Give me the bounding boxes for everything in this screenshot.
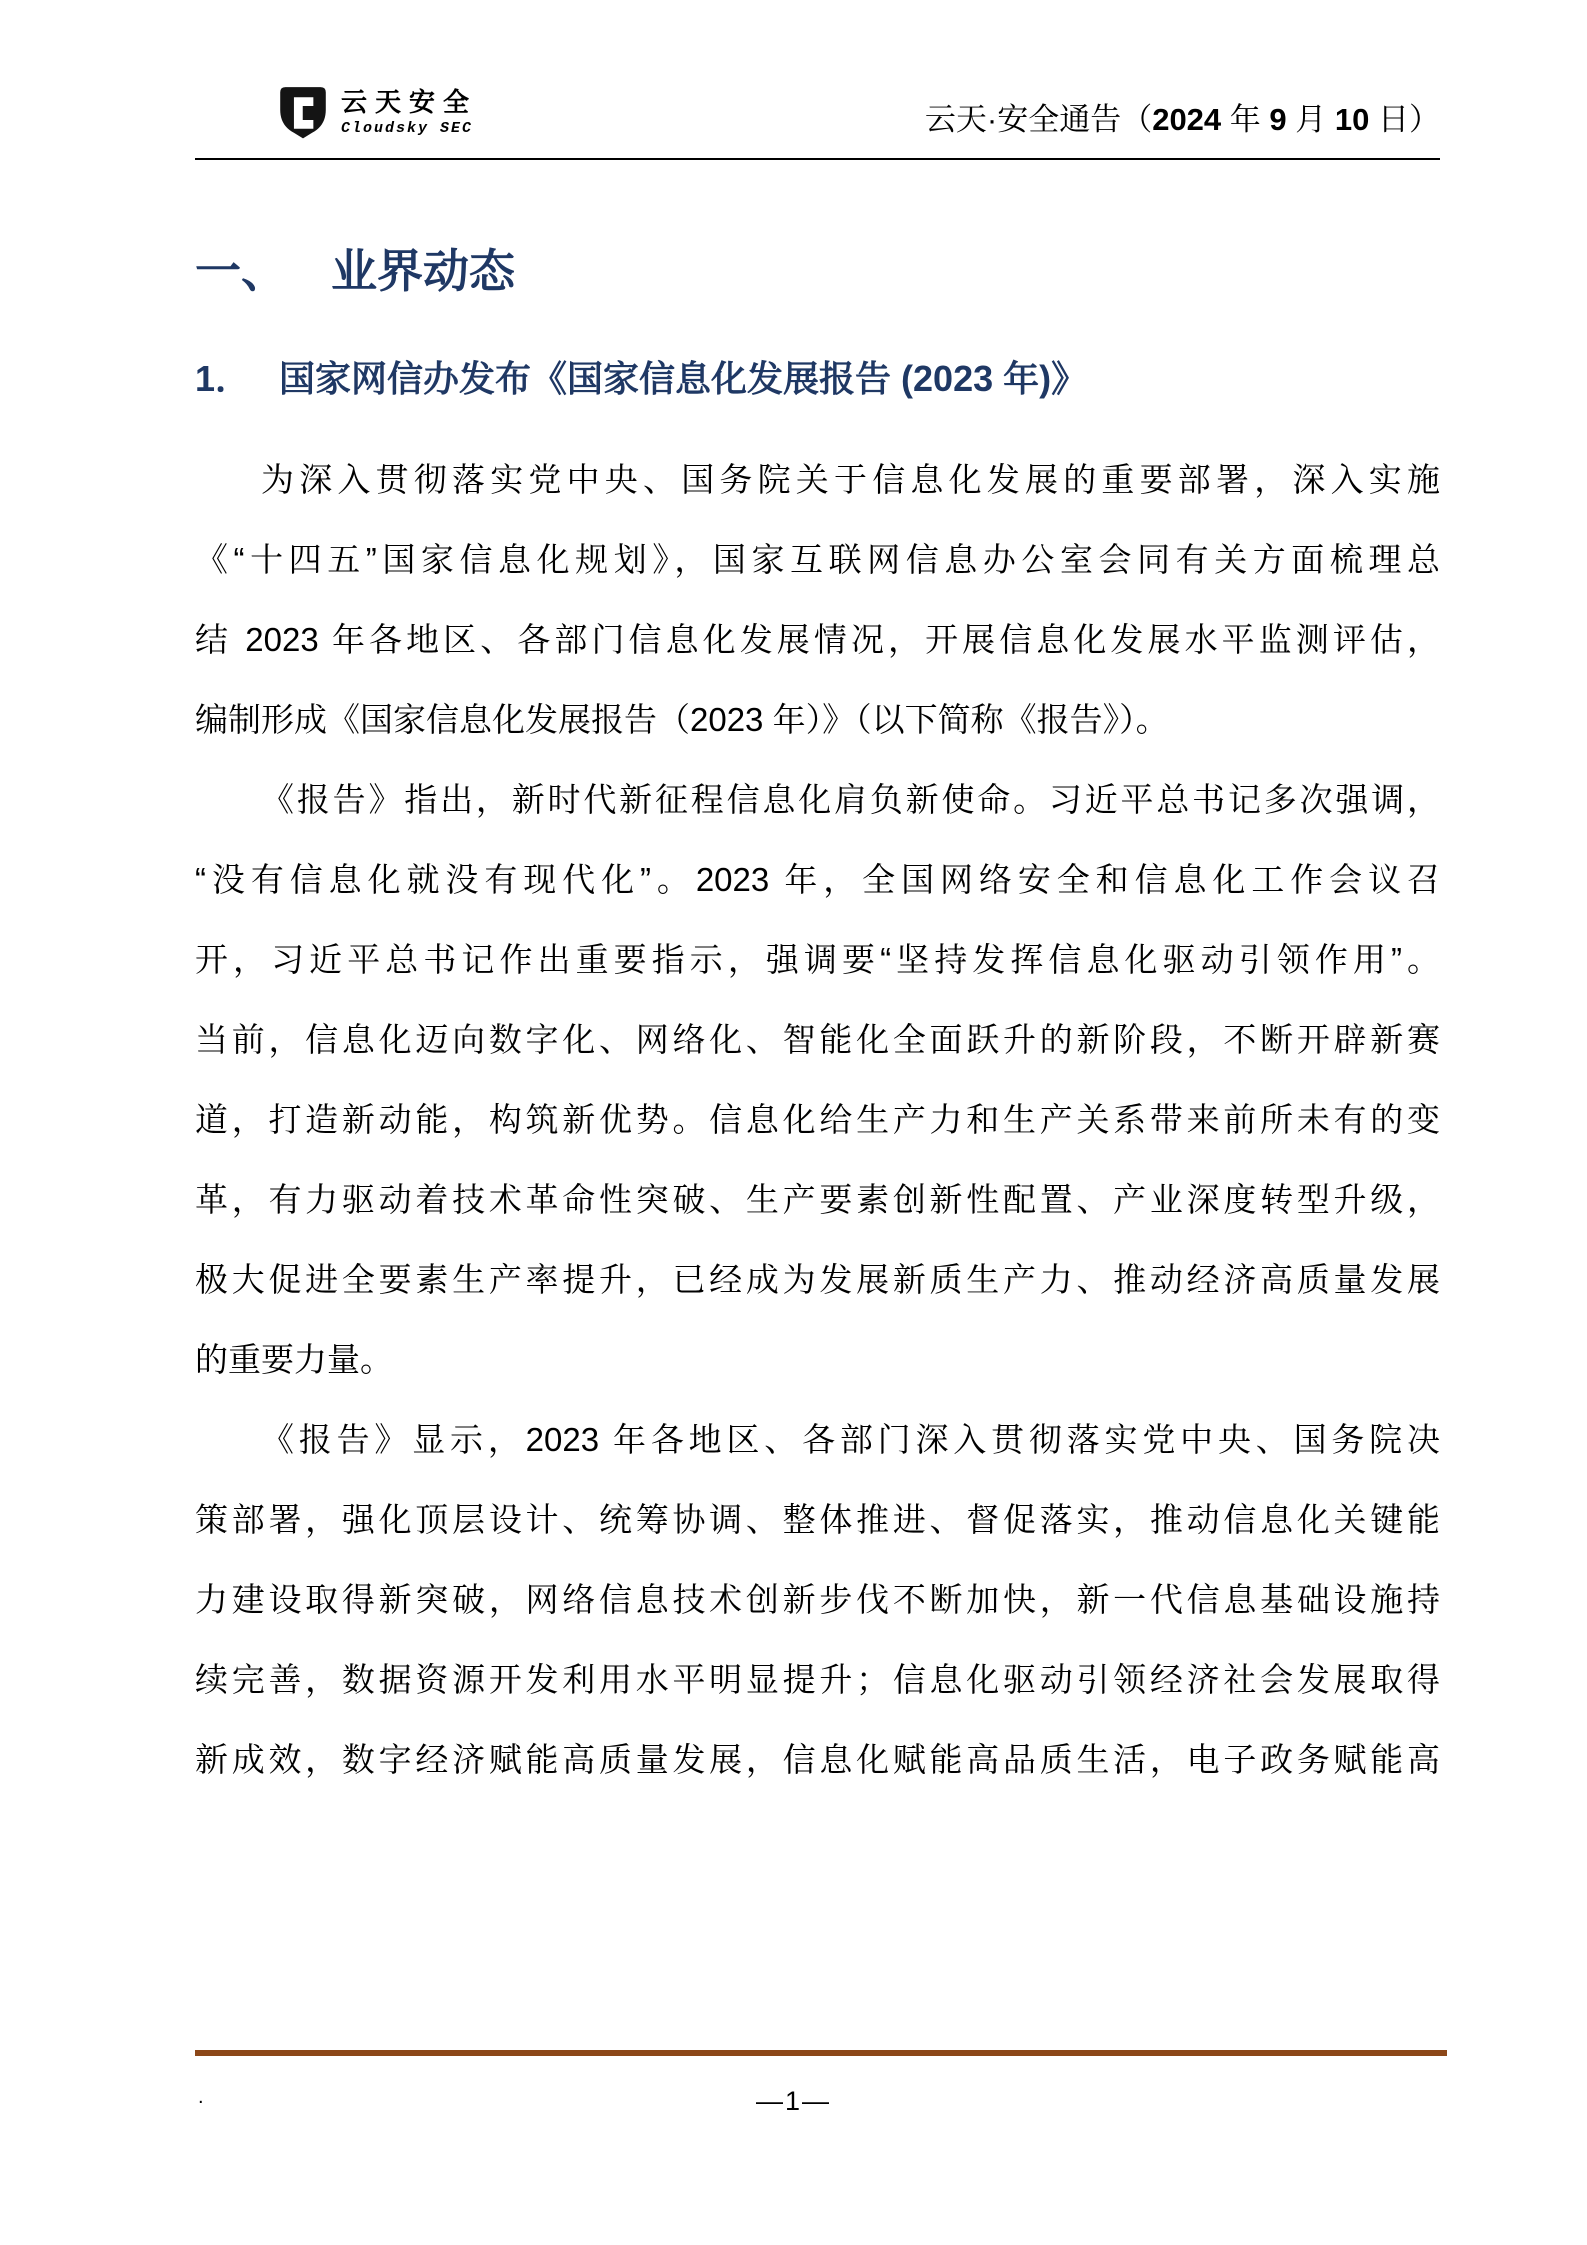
page-header [195, 84, 1440, 142]
body-line: 新成效，数字经济赋能高质量发展，信息化赋能高品质生活，电子政务赋能高 [195, 1741, 1440, 1778]
body-line: 为深入贯彻落实党中央、国务院关于信息化发展的重要部署，深入实施 [261, 461, 1440, 498]
body-line: 《报告》指出，新时代新征程信息化肩负新使命。习近平总书记多次强调， [261, 781, 1440, 818]
footer-left-mark: . [198, 2086, 204, 2108]
header-divider [195, 158, 1440, 160]
body-line: 力建设取得新突破，网络信息技术创新步伐不断加快，新一代信息基础设施持 [195, 1581, 1440, 1618]
logo-name: 云天安全 [341, 87, 478, 117]
item-heading [195, 356, 1087, 403]
footer-divider [195, 2050, 1447, 2056]
cloudsky-logo [277, 84, 477, 142]
section-number: 一、 [195, 245, 287, 297]
section-title: 业界动态 [331, 245, 515, 297]
body-line: 续完善，数据资源开发利用水平明显提升；信息化驱动引领经济社会发展取得 [195, 1661, 1440, 1698]
item-title: 国家网信办发布《国家信息化发展报告 (2023 年)》 [279, 358, 1088, 399]
item-number: 1． [195, 358, 252, 399]
body-line: 革，有力驱动着技术革命性突破、生产要素创新性配置、产业深度转型升级， [195, 1181, 1440, 1218]
body-line: 《“十四五”国家信息化规划》，国家互联网信息办公室会同有关方面梳理总 [195, 541, 1440, 578]
shield-c-icon [277, 84, 329, 142]
body-line: “没有信息化就没有现代化”。2023 年，全国网络安全和信息化工作会议召 [195, 861, 1440, 898]
title-segment: 日） [1369, 102, 1440, 138]
body-line: 当前，信息化迈向数字化、网络化、智能化全面跃升的新阶段，不断开辟新赛 [195, 1021, 1440, 1058]
bulletin-title [925, 101, 1440, 142]
title-segment: 10 [1334, 102, 1370, 138]
body-line: 策部署，强化顶层设计、统筹协调、整体推进、督促落实，推动信息化关键能 [195, 1501, 1440, 1538]
section-heading [195, 243, 515, 301]
title-segment: 月 [1286, 102, 1335, 138]
article-body [195, 440, 1440, 1800]
logo-subtitle: Cloudsky SEC [341, 120, 474, 137]
body-line: 《报告》显示，2023 年各地区、各部门深入贯彻落实党中央、国务院决 [261, 1421, 1440, 1458]
title-segment: 2024 [1152, 102, 1222, 138]
logo-text [341, 89, 477, 137]
body-line: 道，打造新动能，构筑新优势。信息化给生产力和生产关系带来前所未有的变 [195, 1101, 1440, 1138]
title-segment: 云天·安全通告（ [924, 102, 1153, 138]
page-number: —1— [755, 2086, 832, 2116]
body-line: 编制形成《国家信息化发展报告（2023 年）》（以下简称《报告》）。 [195, 701, 1169, 738]
title-segment: 年 [1221, 102, 1270, 138]
body-line: 结 2023 年各地区、各部门信息化发展情况，开展信息化发展水平监测评估， [195, 621, 1440, 658]
body-line: 开，习近平总书记作出重要指示，强调要“坚持发挥信息化驱动引领作用”。 [195, 941, 1440, 978]
body-line: 的重要力量。 [195, 1341, 393, 1378]
body-line: 极大促进全要素生产率提升，已经成为发展新质生产力、推动经济高质量发展 [195, 1261, 1440, 1298]
title-segment: 9 [1269, 102, 1287, 138]
